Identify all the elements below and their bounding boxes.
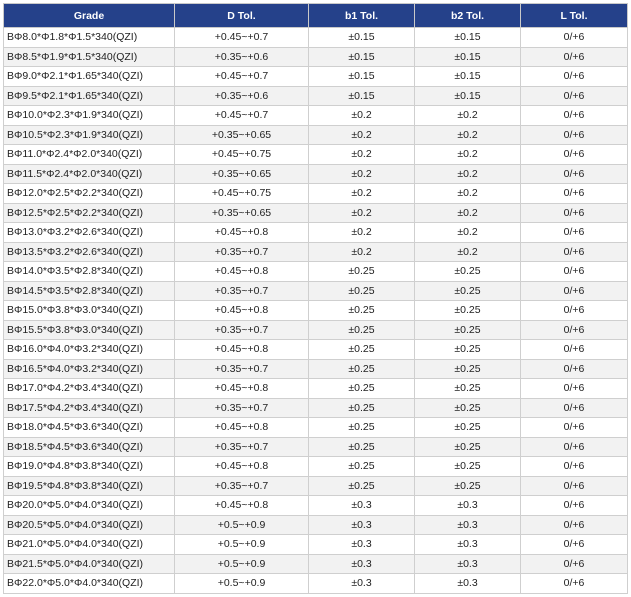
table-row (4, 164, 628, 184)
table-row (4, 67, 628, 87)
b2-tol-cell: ±0.2 (415, 242, 521, 262)
table-row (4, 184, 628, 204)
table-row (4, 398, 628, 418)
grade-cell: BΦ18.0*Φ4.5*Φ3.6*340(QZI) (4, 418, 175, 438)
table-row (4, 554, 628, 574)
b1-tol-cell: ±0.25 (309, 379, 415, 399)
b2-tol-cell: ±0.2 (415, 145, 521, 165)
table-row (4, 340, 628, 360)
b1-tol-cell: ±0.15 (309, 67, 415, 87)
d-tol-cell: +0.35~+0.6 (175, 47, 309, 67)
l-tol-cell: 0/+6 (521, 223, 628, 243)
grade-cell: BΦ9.5*Φ2.1*Φ1.65*340(QZI) (4, 86, 175, 106)
l-tol-cell: 0/+6 (521, 281, 628, 301)
l-tol-cell: 0/+6 (521, 574, 628, 594)
b2-tol-cell: ±0.25 (415, 418, 521, 438)
d-tol-cell: +0.45~+0.75 (175, 184, 309, 204)
d-tol-cell: +0.35~+0.7 (175, 359, 309, 379)
header-l-tol: L Tol. (521, 4, 628, 28)
b1-tol-cell: ±0.2 (309, 145, 415, 165)
table-row (4, 86, 628, 106)
grade-cell: BΦ10.5*Φ2.3*Φ1.9*340(QZI) (4, 125, 175, 145)
header-grade: Grade (4, 4, 175, 28)
table-row (4, 496, 628, 516)
grade-cell: BΦ19.5*Φ4.8*Φ3.8*340(QZI) (4, 476, 175, 496)
l-tol-cell: 0/+6 (521, 184, 628, 204)
b2-tol-cell: ±0.25 (415, 398, 521, 418)
d-tol-cell: +0.45~+0.7 (175, 67, 309, 87)
b2-tol-cell: ±0.25 (415, 457, 521, 477)
b2-tol-cell: ±0.25 (415, 320, 521, 340)
header-row (4, 4, 628, 28)
d-tol-cell: +0.45~+0.8 (175, 379, 309, 399)
b1-tol-cell: ±0.2 (309, 125, 415, 145)
b1-tol-cell: ±0.25 (309, 262, 415, 282)
d-tol-cell: +0.45~+0.8 (175, 223, 309, 243)
d-tol-cell: +0.45~+0.8 (175, 340, 309, 360)
b2-tol-cell: ±0.3 (415, 535, 521, 555)
table-row (4, 418, 628, 438)
grade-cell: BΦ10.0*Φ2.3*Φ1.9*340(QZI) (4, 106, 175, 126)
tolerance-table (3, 3, 628, 594)
b2-tol-cell: ±0.25 (415, 301, 521, 321)
d-tol-cell: +0.5~+0.9 (175, 554, 309, 574)
b1-tol-cell: ±0.15 (309, 28, 415, 48)
l-tol-cell: 0/+6 (521, 418, 628, 438)
b1-tol-cell: ±0.3 (309, 535, 415, 555)
grade-cell: BΦ22.0*Φ5.0*Φ4.0*340(QZI) (4, 574, 175, 594)
table-header (4, 4, 628, 28)
b1-tol-cell: ±0.25 (309, 281, 415, 301)
b2-tol-cell: ±0.15 (415, 67, 521, 87)
l-tol-cell: 0/+6 (521, 203, 628, 223)
b2-tol-cell: ±0.2 (415, 164, 521, 184)
b1-tol-cell: ±0.15 (309, 47, 415, 67)
b2-tol-cell: ±0.25 (415, 359, 521, 379)
l-tol-cell: 0/+6 (521, 359, 628, 379)
grade-cell: BΦ21.5*Φ5.0*Φ4.0*340(QZI) (4, 554, 175, 574)
d-tol-cell: +0.45~+0.8 (175, 457, 309, 477)
b1-tol-cell: ±0.3 (309, 574, 415, 594)
b2-tol-cell: ±0.2 (415, 203, 521, 223)
l-tol-cell: 0/+6 (521, 535, 628, 555)
l-tol-cell: 0/+6 (521, 106, 628, 126)
grade-cell: BΦ16.5*Φ4.0*Φ3.2*340(QZI) (4, 359, 175, 379)
b1-tol-cell: ±0.2 (309, 184, 415, 204)
grade-cell: BΦ18.5*Φ4.5*Φ3.6*340(QZI) (4, 437, 175, 457)
b2-tol-cell: ±0.15 (415, 47, 521, 67)
d-tol-cell: +0.35~+0.7 (175, 242, 309, 262)
table-row (4, 223, 628, 243)
grade-cell: BΦ15.0*Φ3.8*Φ3.0*340(QZI) (4, 301, 175, 321)
b2-tol-cell: ±0.2 (415, 106, 521, 126)
grade-cell: BΦ16.0*Φ4.0*Φ3.2*340(QZI) (4, 340, 175, 360)
grade-cell: BΦ11.0*Φ2.4*Φ2.0*340(QZI) (4, 145, 175, 165)
table-row (4, 574, 628, 594)
d-tol-cell: +0.45~+0.8 (175, 262, 309, 282)
table-row (4, 106, 628, 126)
grade-cell: BΦ20.0*Φ5.0*Φ4.0*340(QZI) (4, 496, 175, 516)
table-row (4, 535, 628, 555)
b1-tol-cell: ±0.2 (309, 242, 415, 262)
b2-tol-cell: ±0.25 (415, 437, 521, 457)
b2-tol-cell: ±0.25 (415, 262, 521, 282)
table-row (4, 145, 628, 165)
d-tol-cell: +0.45~+0.75 (175, 145, 309, 165)
d-tol-cell: +0.35~+0.7 (175, 281, 309, 301)
l-tol-cell: 0/+6 (521, 515, 628, 535)
l-tol-cell: 0/+6 (521, 340, 628, 360)
grade-cell: BΦ9.0*Φ2.1*Φ1.65*340(QZI) (4, 67, 175, 87)
b1-tol-cell: ±0.2 (309, 223, 415, 243)
grade-cell: BΦ14.5*Φ3.5*Φ2.8*340(QZI) (4, 281, 175, 301)
b1-tol-cell: ±0.25 (309, 437, 415, 457)
b2-tol-cell: ±0.25 (415, 281, 521, 301)
grade-cell: BΦ12.0*Φ2.5*Φ2.2*340(QZI) (4, 184, 175, 204)
d-tol-cell: +0.5~+0.9 (175, 535, 309, 555)
b1-tol-cell: ±0.25 (309, 476, 415, 496)
l-tol-cell: 0/+6 (521, 28, 628, 48)
d-tol-cell: +0.45~+0.8 (175, 496, 309, 516)
b1-tol-cell: ±0.25 (309, 320, 415, 340)
table-row (4, 437, 628, 457)
l-tol-cell: 0/+6 (521, 320, 628, 340)
grade-cell: BΦ13.5*Φ3.2*Φ2.6*340(QZI) (4, 242, 175, 262)
table-row (4, 242, 628, 262)
b2-tol-cell: ±0.2 (415, 184, 521, 204)
grade-cell: BΦ20.5*Φ5.0*Φ4.0*340(QZI) (4, 515, 175, 535)
grade-cell: BΦ11.5*Φ2.4*Φ2.0*340(QZI) (4, 164, 175, 184)
b1-tol-cell: ±0.25 (309, 301, 415, 321)
b2-tol-cell: ±0.2 (415, 125, 521, 145)
b1-tol-cell: ±0.2 (309, 203, 415, 223)
table-row (4, 379, 628, 399)
b2-tol-cell: ±0.3 (415, 515, 521, 535)
table-row (4, 476, 628, 496)
table-row (4, 359, 628, 379)
b2-tol-cell: ±0.3 (415, 574, 521, 594)
grade-cell: BΦ8.5*Φ1.9*Φ1.5*340(QZI) (4, 47, 175, 67)
b2-tol-cell: ±0.2 (415, 223, 521, 243)
d-tol-cell: +0.5~+0.9 (175, 515, 309, 535)
header-d-tol: D Tol. (175, 4, 309, 28)
d-tol-cell: +0.45~+0.8 (175, 418, 309, 438)
d-tol-cell: +0.35~+0.7 (175, 398, 309, 418)
d-tol-cell: +0.35~+0.65 (175, 164, 309, 184)
d-tol-cell: +0.35~+0.7 (175, 437, 309, 457)
l-tol-cell: 0/+6 (521, 67, 628, 87)
grade-cell: BΦ17.0*Φ4.2*Φ3.4*340(QZI) (4, 379, 175, 399)
l-tol-cell: 0/+6 (521, 476, 628, 496)
b2-tol-cell: ±0.25 (415, 476, 521, 496)
l-tol-cell: 0/+6 (521, 437, 628, 457)
grade-cell: BΦ19.0*Φ4.8*Φ3.8*340(QZI) (4, 457, 175, 477)
l-tol-cell: 0/+6 (521, 125, 628, 145)
table-row (4, 320, 628, 340)
table-row (4, 262, 628, 282)
b2-tol-cell: ±0.15 (415, 86, 521, 106)
b2-tol-cell: ±0.25 (415, 340, 521, 360)
l-tol-cell: 0/+6 (521, 301, 628, 321)
l-tol-cell: 0/+6 (521, 554, 628, 574)
grade-cell: BΦ15.5*Φ3.8*Φ3.0*340(QZI) (4, 320, 175, 340)
table-row (4, 301, 628, 321)
table-row (4, 457, 628, 477)
table-row (4, 125, 628, 145)
d-tol-cell: +0.35~+0.65 (175, 125, 309, 145)
table-row (4, 47, 628, 67)
d-tol-cell: +0.45~+0.7 (175, 28, 309, 48)
b2-tol-cell: ±0.3 (415, 554, 521, 574)
header-b2-tol: b2 Tol. (415, 4, 521, 28)
l-tol-cell: 0/+6 (521, 262, 628, 282)
b1-tol-cell: ±0.25 (309, 340, 415, 360)
b1-tol-cell: ±0.3 (309, 515, 415, 535)
table-row (4, 28, 628, 48)
b1-tol-cell: ±0.15 (309, 86, 415, 106)
l-tol-cell: 0/+6 (521, 242, 628, 262)
grade-cell: BΦ17.5*Φ4.2*Φ3.4*340(QZI) (4, 398, 175, 418)
b1-tol-cell: ±0.3 (309, 554, 415, 574)
d-tol-cell: +0.45~+0.8 (175, 301, 309, 321)
tolerance-table-container (3, 3, 627, 594)
b1-tol-cell: ±0.25 (309, 359, 415, 379)
l-tol-cell: 0/+6 (521, 86, 628, 106)
grade-cell: BΦ21.0*Φ5.0*Φ4.0*340(QZI) (4, 535, 175, 555)
grade-cell: BΦ13.0*Φ3.2*Φ2.6*340(QZI) (4, 223, 175, 243)
b1-tol-cell: ±0.25 (309, 457, 415, 477)
b2-tol-cell: ±0.15 (415, 28, 521, 48)
l-tol-cell: 0/+6 (521, 47, 628, 67)
table-body (4, 28, 628, 594)
b1-tol-cell: ±0.25 (309, 398, 415, 418)
l-tol-cell: 0/+6 (521, 496, 628, 516)
b1-tol-cell: ±0.3 (309, 496, 415, 516)
grade-cell: BΦ8.0*Φ1.8*Φ1.5*340(QZI) (4, 28, 175, 48)
table-row (4, 203, 628, 223)
l-tol-cell: 0/+6 (521, 398, 628, 418)
table-row (4, 515, 628, 535)
d-tol-cell: +0.35~+0.6 (175, 86, 309, 106)
l-tol-cell: 0/+6 (521, 145, 628, 165)
d-tol-cell: +0.35~+0.7 (175, 476, 309, 496)
b1-tol-cell: ±0.2 (309, 164, 415, 184)
l-tol-cell: 0/+6 (521, 379, 628, 399)
grade-cell: BΦ14.0*Φ3.5*Φ2.8*340(QZI) (4, 262, 175, 282)
l-tol-cell: 0/+6 (521, 164, 628, 184)
d-tol-cell: +0.35~+0.65 (175, 203, 309, 223)
b2-tol-cell: ±0.3 (415, 496, 521, 516)
b2-tol-cell: ±0.25 (415, 379, 521, 399)
table-row (4, 281, 628, 301)
b1-tol-cell: ±0.25 (309, 418, 415, 438)
grade-cell: BΦ12.5*Φ2.5*Φ2.2*340(QZI) (4, 203, 175, 223)
l-tol-cell: 0/+6 (521, 457, 628, 477)
d-tol-cell: +0.45~+0.7 (175, 106, 309, 126)
b1-tol-cell: ±0.2 (309, 106, 415, 126)
d-tol-cell: +0.35~+0.7 (175, 320, 309, 340)
header-b1-tol: b1 Tol. (309, 4, 415, 28)
d-tol-cell: +0.5~+0.9 (175, 574, 309, 594)
